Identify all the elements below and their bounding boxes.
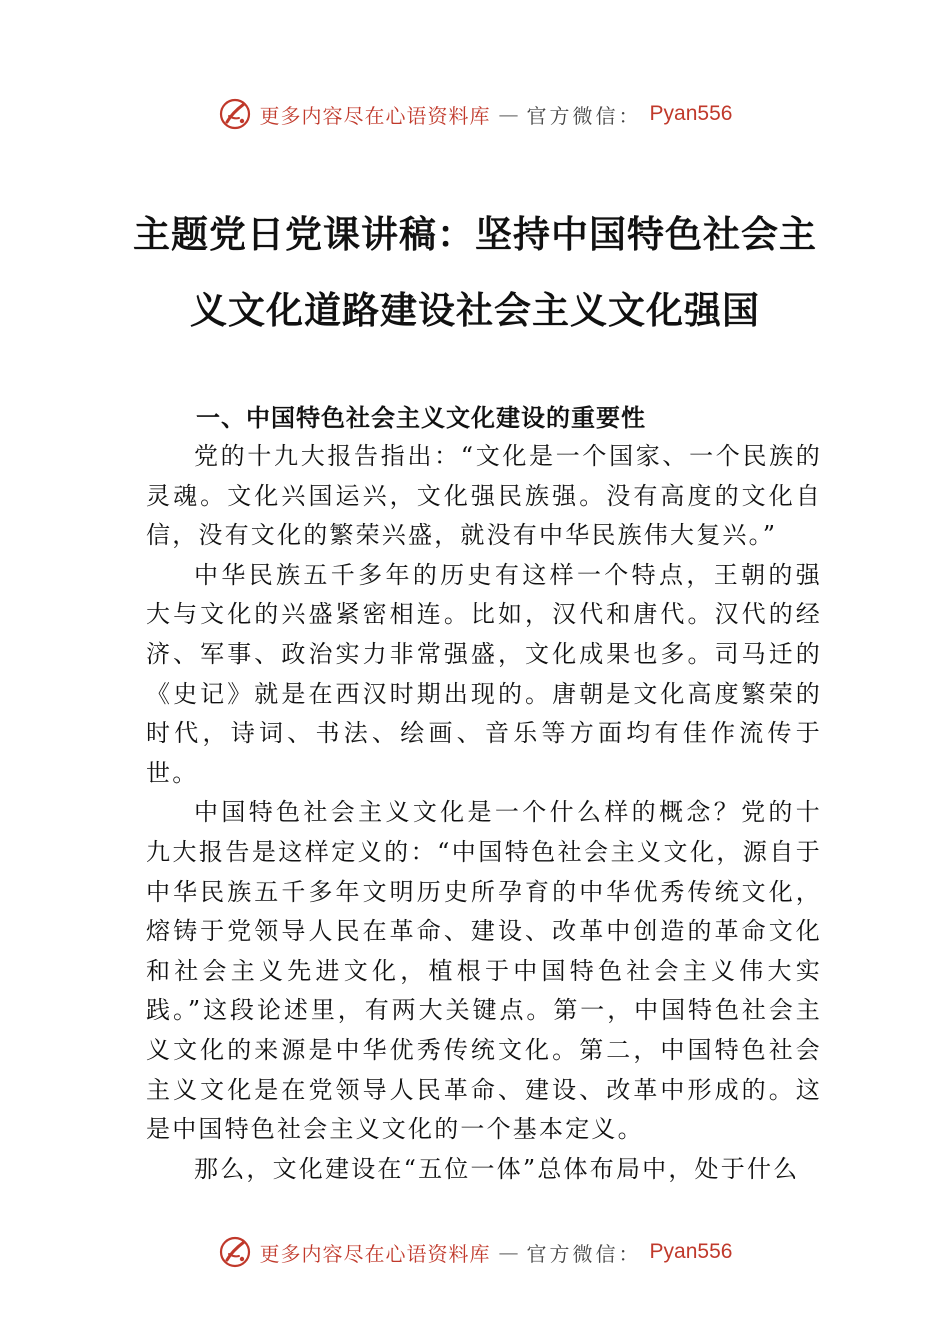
- watermark-brand-text: 更多内容尽在心语资料库: [259, 103, 491, 128]
- document-body: [146, 437, 822, 1189]
- watermark-separator: —: [498, 102, 519, 126]
- watermark-wechat-label: 官方微信：: [526, 1241, 642, 1266]
- body-paragraph: 中国特色社会主义文化是一个什么样的概念？党的十九大报告是这样定义的：“中国特色社会主义文化，源自于中华民族五千多年文明历史所孕育的中华优秀传统文化，熔铸于党领导人民在革命、建设、改革中创造的革命文化和社会主义先进文化，植根于中国特色社会主义伟大实践。”这段论述里，有两大关键点。第一，中国特色社会主义文化的来源是中华优秀传统文化。第二，中国特色社会主义文化是在党领导人民革命、建设、改革中形成的。这是中国特色社会主义文化的一个基本定义。: [146, 798, 822, 1144]
- document-title-line-2: 义文化道路建设社会主义文化强国: [190, 289, 760, 332]
- brush-logo-icon: [218, 1235, 252, 1269]
- body-paragraph: 党的十九大报告指出：“文化是一个国家、一个民族的灵魂。文化兴国运兴，文化强民族强。没有高度的文化自信，没有文化的繁荣兴盛，就没有中华民族伟大复兴。”: [146, 442, 822, 550]
- body-paragraph: 中华民族五千多年的历史有这样一个特点，王朝的强大与文化的兴盛紧密相连。比如，汉代和唐代。汉代的经济、军事、政治实力非常强盛，文化成果也多。司马迁的《史记》就是在西汉时期出现的。唐朝是文化高度繁荣的时代，诗词、书法、绘画、音乐等方面均有佳作流传于世。: [146, 560, 822, 787]
- watermark-separator: —: [498, 1240, 519, 1264]
- body-paragraph: 那么，文化建设在“五位一体”总体布局中，处于什么: [194, 1154, 800, 1183]
- footer-watermark: [0, 1232, 950, 1272]
- document-title-line-1: 主题党日党课讲稿：坚持中国特色社会主: [133, 213, 817, 256]
- header-watermark: [0, 94, 950, 134]
- brush-logo-icon: [218, 97, 252, 131]
- watermark-wechat-label: 官方微信：: [526, 103, 642, 128]
- section-heading: 一、中国特色社会主义文化建设的重要性: [196, 404, 646, 432]
- watermark-wechat-id: Pyan556: [649, 1240, 733, 1263]
- watermark-wechat-id: Pyan556: [649, 102, 733, 125]
- watermark-brand-text: 更多内容尽在心语资料库: [259, 1241, 491, 1266]
